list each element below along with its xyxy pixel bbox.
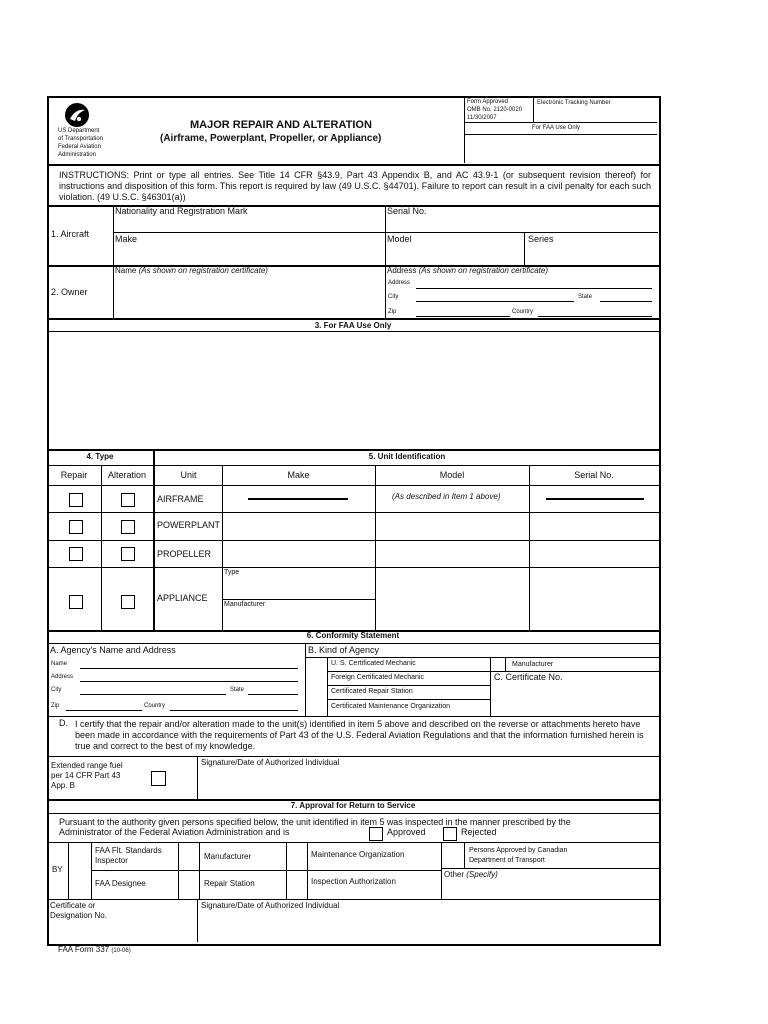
- appliance-manufacturer-label: Manufacturer: [224, 601, 266, 608]
- nationality-label: Nationality and Registration Mark: [115, 206, 248, 216]
- owner-address-note: (As shown on registration certificate): [418, 266, 548, 275]
- alteration-appliance-checkbox[interactable]: [121, 595, 135, 609]
- cert-no-line-1: Certificate or: [50, 901, 96, 910]
- model-column-header: Model: [439, 470, 465, 480]
- agency-city-input[interactable]: [80, 694, 226, 695]
- unit-powerplant-label: POWERPLANT: [157, 520, 221, 530]
- agency-name-label: Name: [51, 661, 68, 667]
- type-section-title: 4. Type: [86, 452, 114, 461]
- alteration-powerplant-checkbox[interactable]: [121, 520, 135, 534]
- agency-country-label: Country: [144, 703, 166, 709]
- state-label: State: [578, 294, 593, 300]
- make-column-header: Make: [287, 470, 310, 480]
- canadian-line-1: Persons Approved by Canadian: [469, 847, 568, 854]
- approval-manufacturer-checkbox[interactable]: [179, 843, 198, 869]
- faa-designee-label: FAA Designee: [95, 879, 146, 888]
- repair-airframe-checkbox[interactable]: [69, 493, 83, 507]
- agency-address-label: Address: [51, 674, 74, 680]
- extended-range-line-3: App. B: [51, 781, 76, 790]
- unit-propeller-label: PROPELLER: [157, 549, 212, 559]
- kind-us-mechanic: U. S. Certificated Mechanic: [331, 660, 416, 667]
- address-line-label: Address: [388, 280, 411, 286]
- aircraft-label: 1. Aircraft: [51, 229, 90, 239]
- conformity-signature-field[interactable]: [198, 770, 657, 798]
- approval-signature-field[interactable]: [198, 913, 657, 941]
- aircraft-make-field[interactable]: [114, 247, 384, 264]
- form-subtitle: (Airframe, Powerplant, Propeller, or Appliance): [160, 133, 382, 144]
- alteration-airframe-checkbox[interactable]: [121, 493, 135, 507]
- kind-maintenance-org: Certificated Maintenance Organization: [331, 703, 451, 710]
- owner-zip-input[interactable]: [416, 316, 510, 317]
- approval-signature-label: Signature/Date of Authorized Individual: [201, 901, 340, 910]
- approval-maint-org-checkbox[interactable]: [287, 843, 306, 869]
- owner-name-field[interactable]: [114, 278, 384, 316]
- faa-use-area[interactable]: [48, 332, 657, 448]
- rejected-label: Rejected: [461, 827, 497, 837]
- alteration-propeller-checkbox[interactable]: [121, 547, 135, 561]
- inspection-auth-checkbox[interactable]: [287, 871, 306, 898]
- serial-column-header: Serial No.: [574, 470, 614, 480]
- flt-standards-checkbox[interactable]: [69, 843, 90, 869]
- repair-column-header: Repair: [60, 470, 88, 480]
- manufacturer-checkbox[interactable]: [491, 658, 504, 670]
- faa-use-only-label: For FAA Use Only: [532, 125, 581, 131]
- form-number-text: FAA Form 337: [58, 945, 110, 954]
- repair-powerplant-checkbox[interactable]: [69, 520, 83, 534]
- certification-statement: I certify that the repair and/or alteration made to the unit(s) identified in item 5 above and described on the reverse or attachments hereto have been made in accordance with the requirements of Part 43 of the U.S. Federal Aviation Regulations and that the information furnished herein is true and correct to the best of my knowledge.: [75, 719, 644, 751]
- approval-maint-org-label: Maintenance Organization: [311, 850, 405, 859]
- canadian-checkbox[interactable]: [442, 843, 463, 867]
- foreign-mechanic-checkbox[interactable]: [306, 672, 326, 684]
- owner-state-input[interactable]: [600, 301, 652, 302]
- series-label: Series: [528, 234, 554, 244]
- model-label: Model: [387, 234, 412, 244]
- approved-checkbox[interactable]: [369, 827, 383, 841]
- repair-station-checkbox[interactable]: [306, 686, 326, 698]
- designation-no-field[interactable]: [48, 922, 196, 941]
- unit-id-section-title: 5. Unit Identification: [368, 452, 446, 461]
- kind-of-agency-label: B. Kind of Agency: [308, 645, 380, 655]
- specify-note: (Specify): [466, 870, 498, 879]
- agency-zip-input[interactable]: [66, 710, 142, 711]
- kind-manufacturer: Manufacturer: [512, 661, 554, 668]
- dot-logo-icon: [64, 102, 90, 128]
- cert-no-line-2: Designation No.: [50, 911, 107, 920]
- aircraft-serial-field[interactable]: [386, 218, 657, 231]
- agency-line-1: US Department: [58, 128, 100, 134]
- approval-manufacturer-label: Manufacturer: [204, 852, 252, 861]
- canadian-line-2: Department of Transport: [469, 857, 545, 864]
- alteration-column-header: Alteration: [107, 470, 147, 480]
- owner-city-input[interactable]: [416, 301, 574, 302]
- described-in-item-note: [392, 493, 501, 502]
- form-approved-line-3: 11/30/2007: [467, 115, 497, 121]
- agency-line-2: of Transportation: [58, 136, 104, 142]
- other-specify-field[interactable]: [442, 881, 657, 898]
- agency-name-address-label: A. Agency's Name and Address: [50, 645, 176, 655]
- extended-range-checkbox[interactable]: [151, 771, 166, 786]
- faa-use-section-title: 3. For FAA Use Only: [314, 321, 392, 330]
- conformity-signature-label: Signature/Date of Authorized Individual: [201, 758, 340, 767]
- agency-city-label: City: [51, 687, 62, 693]
- agency-state-input[interactable]: [248, 694, 298, 695]
- conformity-section-title: 6. Conformity Statement: [306, 631, 400, 640]
- agency-state-label: State: [230, 687, 245, 693]
- agency-line-3: Federal Aviation: [58, 144, 101, 150]
- flt-standards-line-2: Inspector: [95, 856, 128, 865]
- extended-range-line-2: per 14 CFR Part 43: [51, 771, 121, 780]
- owner-name-note: (As shown on registration certificate): [138, 266, 268, 275]
- serial-label: Serial No.: [387, 206, 427, 216]
- flt-standards-line-1: FAA Flt. Standards: [95, 846, 162, 855]
- rejected-checkbox[interactable]: [443, 827, 457, 841]
- approval-text-line-1: Pursuant to the authority given persons specified below, the unit identified in item 5 was inspected in the manner prescribed by the: [59, 817, 571, 827]
- appliance-type-label: Type: [224, 569, 240, 576]
- owner-address-text: Address: [387, 266, 417, 275]
- repair-propeller-checkbox[interactable]: [69, 547, 83, 561]
- aircraft-series-field[interactable]: [525, 247, 657, 264]
- form-approved-line-1: Form Approved: [467, 99, 509, 105]
- by-label: BY: [52, 865, 63, 874]
- certification-d-label: D.: [59, 718, 68, 728]
- extended-range-line-1: Extended range fuel: [51, 761, 123, 770]
- city-label: City: [388, 294, 399, 300]
- agency-address-input[interactable]: [80, 681, 298, 682]
- owner-name-text: Name: [115, 266, 137, 275]
- kind-foreign-mechanic: Foreign Certificated Mechanic: [331, 674, 424, 681]
- agency-line-4: Administration: [58, 152, 97, 158]
- approval-repair-station-label: Repair Station: [204, 879, 255, 888]
- zip-label: Zip: [388, 309, 397, 315]
- tracking-number-field[interactable]: [534, 108, 656, 121]
- form-approved-line-2: OMB No. 2120-0020: [467, 107, 523, 113]
- inspection-auth-label: Inspection Authorization: [311, 877, 396, 886]
- owner-name-label: [115, 267, 268, 276]
- make-label: Make: [115, 234, 138, 244]
- owner-label: 2. Owner: [51, 287, 88, 297]
- kind-repair-station: Certificated Repair Station: [331, 688, 413, 695]
- country-label: Country: [512, 309, 534, 315]
- approval-text-line-2: Administrator of the Federal Aviation Administration and is: [59, 827, 290, 837]
- unit-appliance-label: APPLIANCE: [157, 593, 208, 603]
- us-mechanic-checkbox[interactable]: [306, 658, 326, 670]
- unit-column-header: Unit: [180, 470, 197, 480]
- other-label: [444, 871, 498, 880]
- approved-label: Approved: [387, 827, 426, 837]
- tracking-number-label: Electronic Tracking Number: [537, 100, 611, 106]
- owner-address-label: [387, 267, 548, 276]
- form-title: MAJOR REPAIR AND ALTERATION: [190, 119, 372, 131]
- certificate-no-field[interactable]: [491, 686, 657, 715]
- form-revision: (10-06): [111, 948, 131, 954]
- agency-zip-label: Zip: [51, 703, 60, 709]
- approval-section-title: 7. Approval for Return to Service: [290, 801, 416, 810]
- agency-country-input[interactable]: [170, 710, 298, 711]
- repair-appliance-checkbox[interactable]: [69, 595, 83, 609]
- airframe-serial-strike: [546, 498, 644, 500]
- aircraft-model-field[interactable]: [386, 247, 523, 264]
- registration-mark-field[interactable]: [114, 218, 384, 231]
- certificate-no-label: C. Certificate No.: [494, 672, 563, 682]
- other-text: Other: [444, 870, 465, 879]
- instructions-text: INSTRUCTIONS: Print or type all entries. See Title 14 CFR §43.9, Part 43 Appendix B, and AC 43.9-1 (or subsequent revision thereof) for instructions and disposition of this form. This report is required by law (49 U.S.C. §44701). Failure to report can result in a civil penalty for each such violation. (49 U.S.C. §46301(a)): [59, 170, 651, 202]
- owner-address-input[interactable]: [416, 288, 652, 289]
- form-number: [58, 946, 131, 955]
- approval-repair-station-checkbox[interactable]: [179, 871, 198, 898]
- described-note-text: (As described in Item 1 above): [392, 492, 501, 501]
- maintenance-org-checkbox[interactable]: [306, 700, 326, 714]
- owner-country-input[interactable]: [538, 316, 652, 317]
- airframe-make-strike: [248, 498, 348, 500]
- agency-name-input[interactable]: [80, 668, 298, 669]
- unit-airframe-label: AIRFRAME: [157, 494, 204, 504]
- faa-designee-checkbox[interactable]: [69, 871, 90, 898]
